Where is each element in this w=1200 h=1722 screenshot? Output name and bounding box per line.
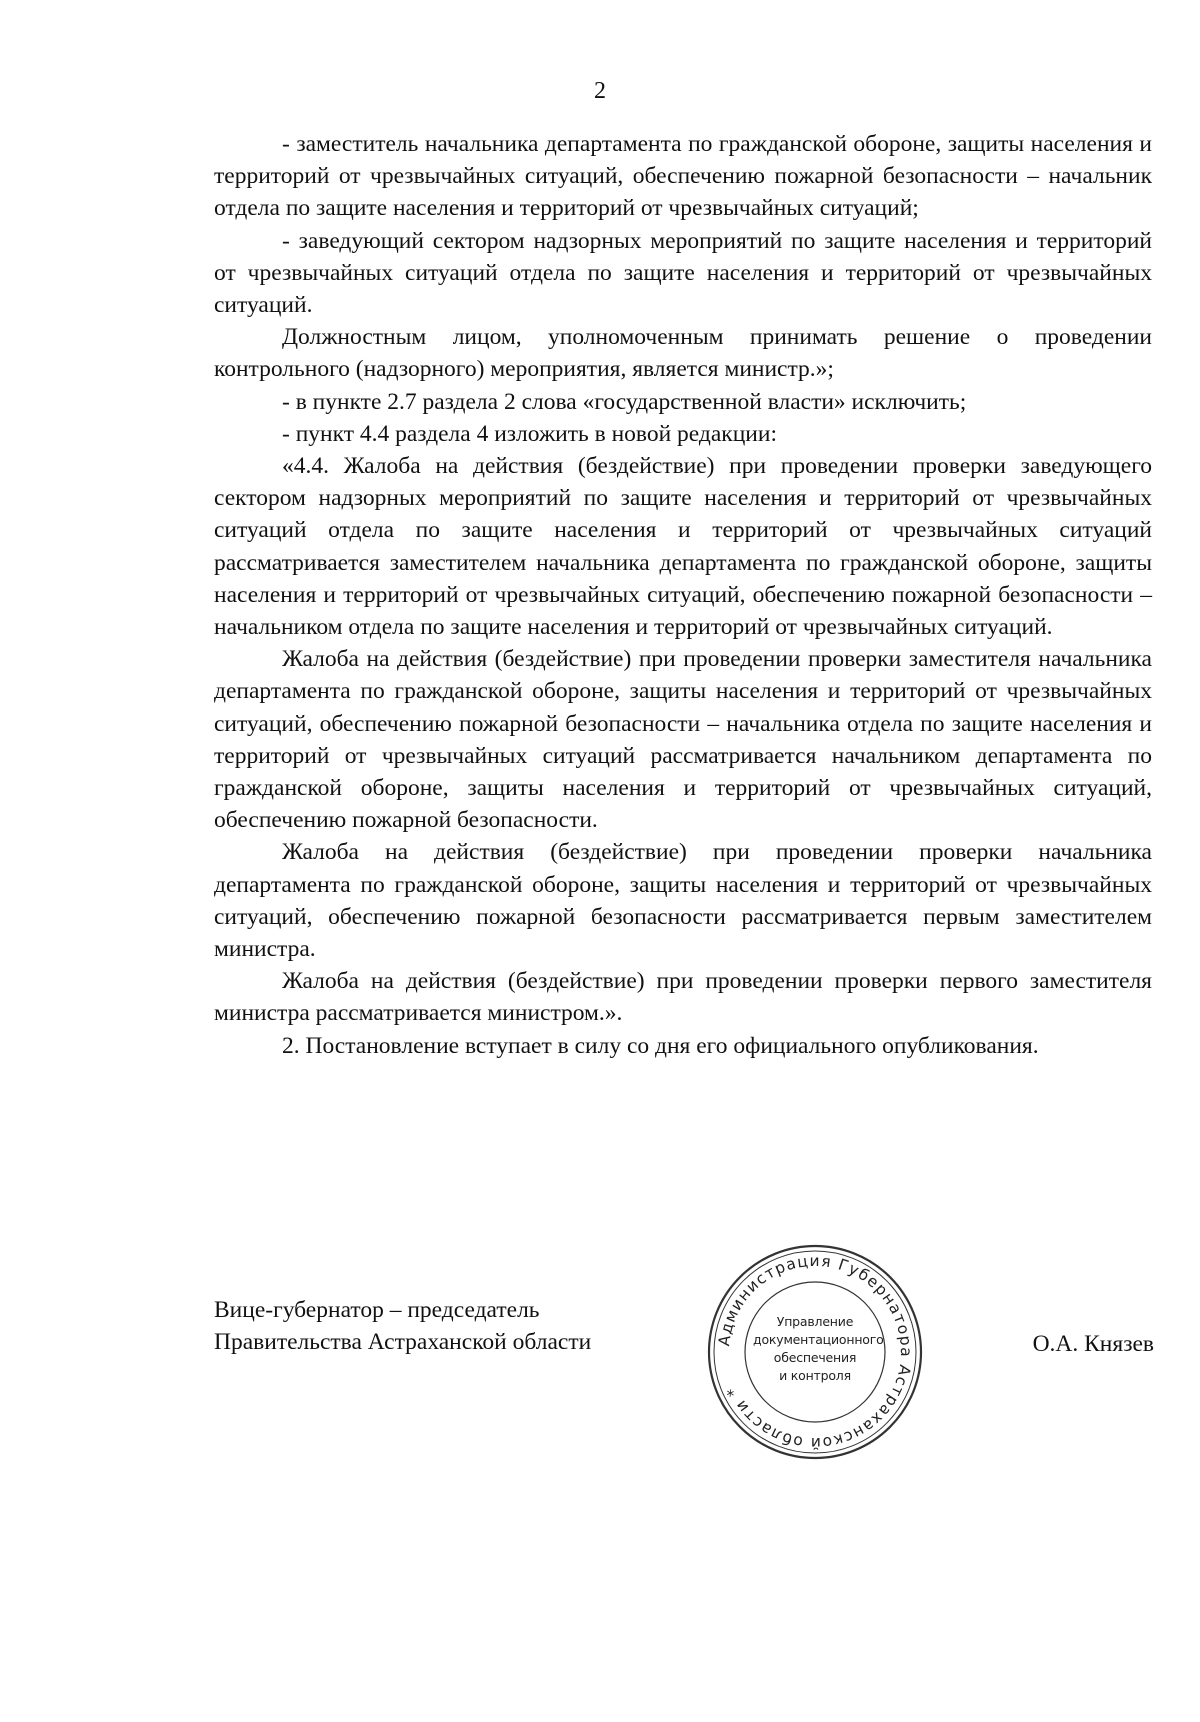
paragraph: 2. Постановление вступает в силу со дня его официального опубликования. [282,1032,1039,1059]
signatory-name: О.А. Князев [1032,1331,1154,1357]
signatory-title-line: Вице-губернатор – председатель [214,1297,540,1323]
seal-inner-line: и контроля [779,1368,851,1383]
seal-inner-line: Управление [776,1314,854,1329]
paragraph: Жалоба на действия (бездействие) при проведении проверки начальника департамента по гражданской обороне, защиты населения и территорий от чрезвычайных ситуаций, обеспечению пожарной безопасности рассматривается первым заместителем министра. [214,839,1152,963]
paragraph: - пункт 4.4 раздела 4 изложить в новой редакции: [282,420,777,447]
seal-ring-text: Администрация Губернатора Астраханской области * [715,1251,916,1453]
paragraph: - в пункте 2.7 раздела 2 слова «государственной власти» исключить; [282,388,967,415]
paragraph: Жалоба на действия (бездействие) при проведении проверки первого заместителя министра рассматривается министром.». [214,968,1152,1027]
seal-inner-line: документационного [753,1332,884,1347]
signatory-title-line: Правительства Астраханской области [214,1329,592,1356]
paragraph: Должностным лицом, уполномоченным принимать решение о проведении контрольного (надзорного) мероприятия, является министр.»; [214,324,1152,383]
page-number: 2 [594,78,606,104]
official-seal [706,1243,924,1461]
paragraph: - заместитель начальника департамента по гражданской обороне, защиты населения и территорий от чрезвычайных ситуаций, обеспечению пожарной безопасности – начальник отдела по защите населения и территорий от чрезвычайных ситуаций; [214,131,1152,222]
seal-inner-text [753,1313,884,1385]
paragraph: «4.4. Жалоба на действия (бездействие) при проведении проверки заведующего сектором надзорных мероприятий по защите населения и территорий от чрезвычайных ситуаций отдела по защите населения и территорий от чрезвычайных ситуаций рассматривается заместителем начальника департамента по гражданской обороне, защиты населения и территорий от чрезвычайных ситуаций, обеспечению пожарной безопасности – начальником отдела по защите населения и территорий от чрезвычайных ситуаций. [214,453,1152,641]
signature-block [0,1290,1200,1410]
seal-inner-line: обеспечения [773,1350,857,1365]
document-body [214,128,1152,1062]
paragraph: Жалоба на действия (бездействие) при проведении проверки заместителя начальника департамента по гражданской обороне, защиты населения и территорий от чрезвычайных ситуаций, обеспечению пожарной безопасности – начальника отдела по защите населения и территорий от чрезвычайных ситуаций рассматривается начальником департамента по гражданской обороне, защиты населения и территорий от чрезвычайных ситуаций, обеспечению пожарной безопасности. [214,646,1152,834]
paragraph: - заведующий сектором надзорных мероприятий по защите населения и территорий от чрезвычайных ситуаций отдела по защите населения и территорий от чрезвычайных ситуаций. [214,227,1152,319]
signatory-title [214,1294,591,1358]
